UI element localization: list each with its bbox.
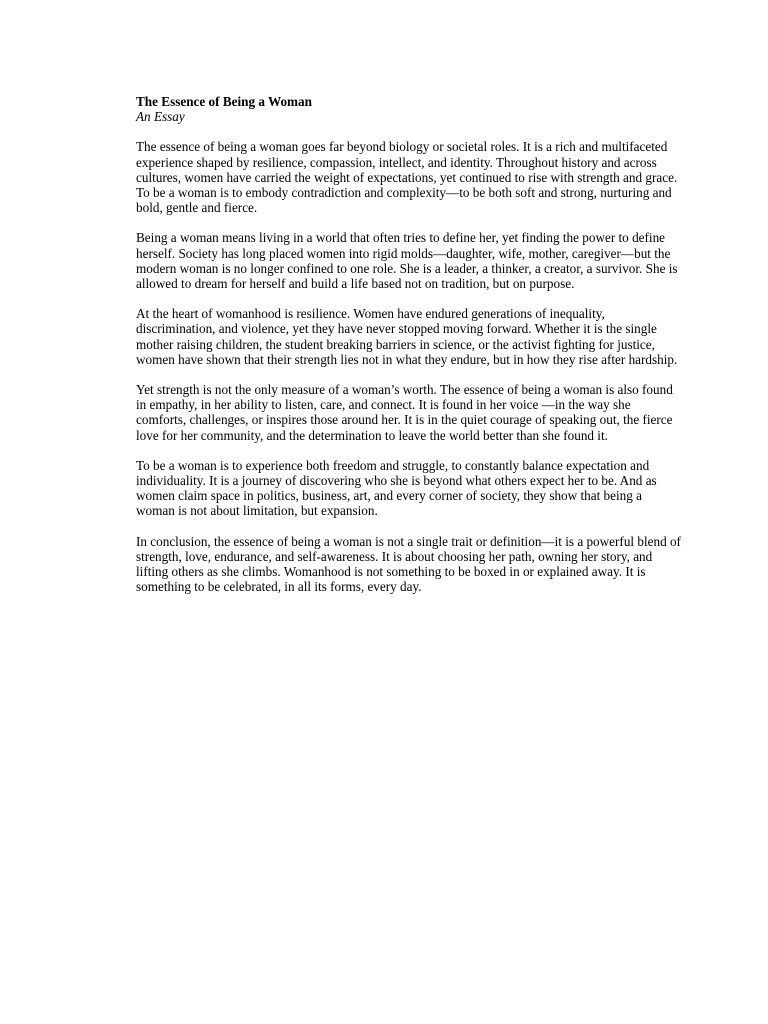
paragraph-1: The essence of being a woman goes far beyond biology or societal roles. It is a rich and multifaceted experience shaped by resilience, compassion, intellect, and identity. Throughout history and across cultures, women have carried the weight of expectations, yet continued to rise with strength and grace. To be a woman is to embody contradiction and complexity—to be both soft and strong, nurturing and bold, gentle and fierce. <box>136 139 678 216</box>
essay-title: The Essence of Being a Woman <box>136 94 312 109</box>
document-body <box>136 94 682 609</box>
paragraph-5: To be a woman is to experience both freedom and struggle, to constantly balance expectation and individuality. It is a journey of discovering who she is beyond what others expect her to be. And as women claim space in politics, business, art, and every corner of society, they show that being a woman is not about limitation, but expansion. <box>136 457 657 519</box>
paragraph-4: Yet strength is not the only measure of a woman’s worth. The essence of being a woman is also found in empathy, in her ability to listen, care, and connect. It is found in her voice —in the way she comforts, challenges, or inspires those around her. It is in the quiet courage of speaking out, the fierce love for her community, and the determination to leave the world better than she found it. <box>136 382 673 443</box>
paragraph-3: At the heart of womanhood is resilience. Women have endured generations of inequality, discrimination, and violence, yet they have never stopped moving forward. Whether it is the single mother raising children, the student breaking barriers in science, or the activist fighting for justice, women have shown that their strength lies not in what they endure, but in how they rise after hardship. <box>136 306 678 367</box>
paragraph-6: In conclusion, the essence of being a woman is not a single trait or definition—it is a powerful blend of strength, love, endurance, and self-awareness. It is about choosing her path, owning her story, and lifting others as she climbs. Womanhood is not something to be boxed in or explained away. It is something to be celebrated, in all its forms, every day. <box>136 533 681 595</box>
paragraph-2: Being a woman means living in a world that often tries to define her, yet finding the power to define herself. Society has long placed women into rigid molds—daughter, wife, mother, caregiver—but the modern woman is no longer confined to one role. She is a leader, a thinker, a creator, a survivor. She is allowed to dream for herself and build a life based not on tradition, but on purpose. <box>136 230 678 292</box>
essay-subtitle: An Essay <box>136 109 185 125</box>
